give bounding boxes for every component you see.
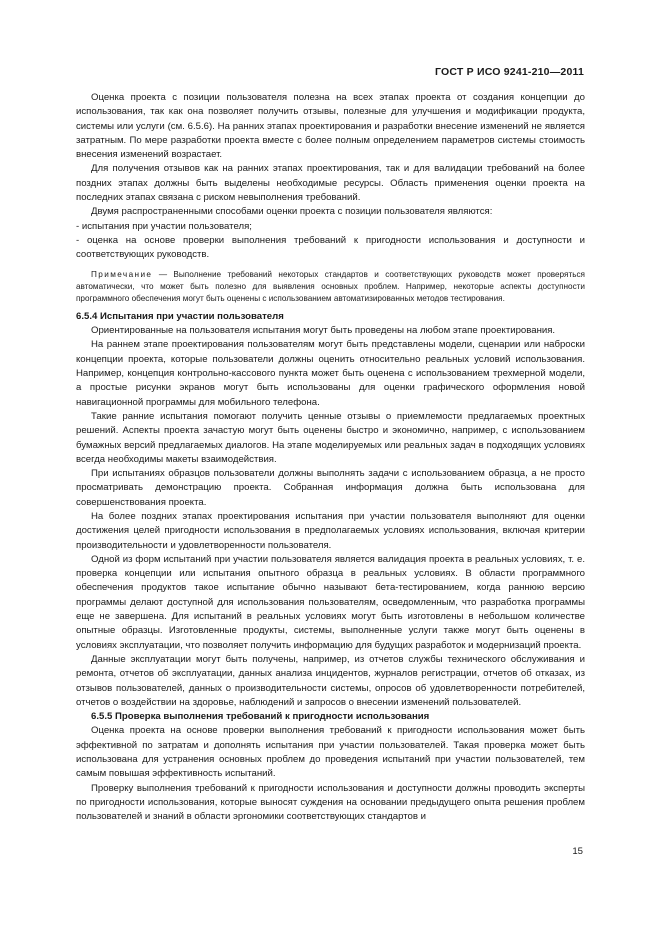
note (76, 269, 585, 305)
page-body (76, 91, 585, 825)
paragraph: Проверку выполнения требований к пригодности использования и доступности должны проводить эксперты по пригодности использования, которые выносят суждения на основании предыдущего опыта решения проблем пользователей и знаний в области эргономики соответствующих стандартов и (76, 782, 585, 823)
paragraph: На более поздних этапах проектирования испытания при участии пользователя выполняют для оценки достижения целей пригодности использования в предполагаемых условиях использования, включая критерии производительности и удовлетворенности пользователя. (76, 511, 585, 551)
paragraph: Для получения отзывов как на ранних этапах проектирования, так и для валидации требований на более поздних этапах должны быть выделены необходимые ресурсы. Область применения оценки проекта на последних этапах связана с риском невыполнения требований. (76, 163, 585, 204)
paragraph: Двумя распространенными способами оценки проекта с позиции пользователя являются: (91, 206, 493, 218)
paragraph: На раннем этапе проектирования пользователям могут быть представлены модели, сценарии или наброски концепции проекта, которые пользователи должны оценить относительно реальных условий использования. Например, концепция контрольно-кассового пункта может быть оценена с использованием трехмерной модели, а простые рисунки экранов могут быть использованы для оценки графического оформления новой навигационной программы для мобильного телефона. (76, 339, 585, 408)
paragraph: При испытаниях образцов пользователи должны выполнять задачи с использованием образца, а не просто просматривать демонстрацию проекта. Собранная информация должна быть использована для совершенствования проекта. (76, 468, 585, 508)
paragraph: Данные эксплуатации могут быть получены, например, из отчетов службы технического обслуживания и ремонта, отчетов об эксплуатации, данных анализа инцидентов, журналов регистрации, отчетов об отказах, из отзывов пользователей, данных о производительности системы, опросов об удовлетворенности потребителей, отчетов о воздействии на здоровье, наблюдений и запросов о внесении изменений пользователей. (76, 653, 585, 708)
section-heading-6-5-5: 6.5.5 Проверка выполнения требований к пригодности использования (91, 711, 430, 723)
section-heading-6-5-4: 6.5.4 Испытания при участии пользователя (76, 310, 284, 322)
paragraph: Такие ранние испытания помогают получить ценные отзывы о приемлемости предлагаемых проектных решений. Аспекты проекта зачастую могут быть оценены быстро и экономично, например, с использованием бумажных версий предлагаемых диалогов. На этапе моделируемых или реальных задач в подходящих условиях всегда необходимы макеты взаимодействия. (76, 410, 585, 465)
paragraph: Ориентированные на пользователя испытания могут быть проведены на любом этапе проектирования. (91, 325, 556, 337)
paragraph: Одной из форм испытаний при участии пользователя является валидация проекта в реальных условиях, т. е. проверка концепции или испытания опытного образца в реальных условиях. В области программного обеспечения продуктов такое испытание обычно называют бета-тестированием, когда раннюю версию программы делают доступной для использования пользователям, осведомленным, что разработка программы еще не завершена. Для испытаний в реальных условиях могут быть изготовлены в небольшом количестве опытные образцы. Изготовленные продукты, системы, выполненные услуги также могут быть оценены в условиях эксплуатации, что позволяет получить информацию для будущих разработок и модернизаций проекта. (76, 553, 585, 651)
note-text: — Выполнение требований некоторых стандартов и соответствующих руководств может проверяться автоматически, что может быть полезно для выявления основных проблем. Например, некоторые аспекты доступности программного обеспечения могут быть оценены с использованием автоматизированных методов тестирования. (76, 269, 585, 303)
page-number: 15 (572, 846, 583, 857)
paragraph: Оценка проекта с позиции пользователя полезна на всех этапах проекта от создания концепции до использования, так как она позволяет получить отзывы, полезные для улучшения и модификации продукта, системы или услуги (см. 6.5.6). На ранних этапах проектирования и разработки внесение изменений не является затратным. По мере разработки проекта вместе с более полным определением параметров системы стоимость внесения изменений возрастает. (76, 92, 585, 161)
list-item: - оценка на основе проверки выполнения требований к пригодности использования и доступности и соответствующих руководств. (76, 234, 585, 261)
document-header: ГОСТ Р ИСО 9241-210—2011 (435, 66, 584, 78)
list-item: - испытания при участии пользователя; (76, 220, 252, 232)
paragraph: Оценка проекта на основе проверки выполнения требований к пригодности использования может быть эффективной по затратам и дополнять испытания при участии пользователей. Такая проверка может быть использована для устранения основных проблем до проведения испытаний при участии пользователей, тем самым повышая эффективность испытаний. (76, 725, 585, 780)
note-label: Примечание (91, 269, 153, 279)
